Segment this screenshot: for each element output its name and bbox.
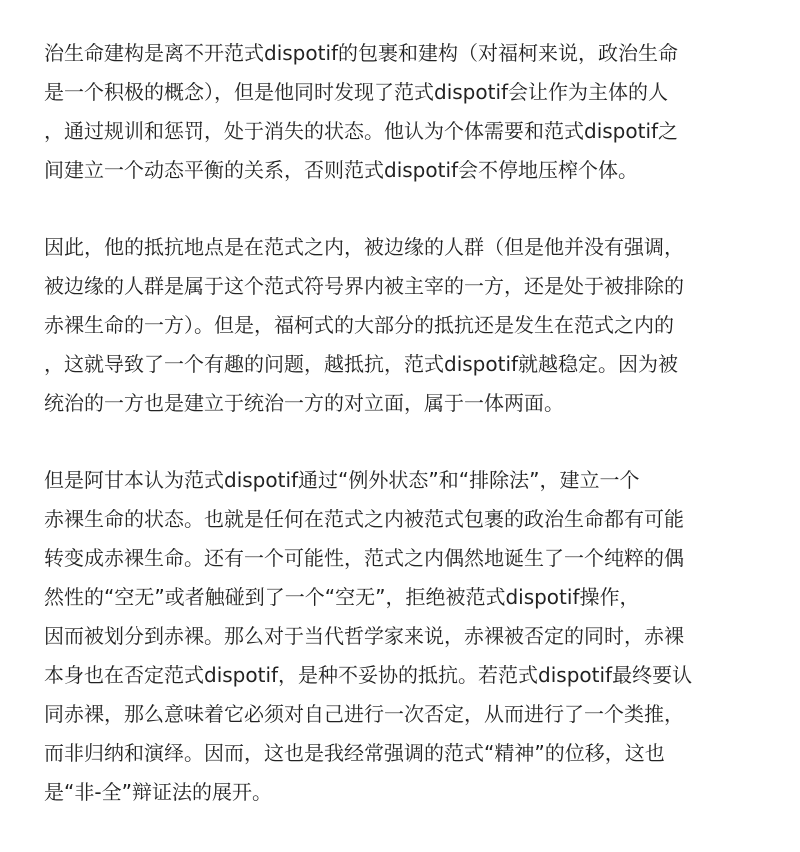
- text-line: ，这就导致了一个有趣的问题，越抵抗，范式dispotif就越稳定。因为被: [44, 352, 679, 376]
- text-line: 赤裸生命的状态。也就是任何在范式之内被范式包裹的政治生命都有可能: [44, 507, 684, 531]
- text-line: 但是阿甘本认为范式dispotif通过“例外状态”和“排除法”，建立一个: [44, 468, 640, 492]
- text-line: 是“非-全”辩证法的展开。: [44, 780, 272, 804]
- text-line: 而非归纳和演绎。因而，这也是我经常强调的范式“精神”的位移，这也: [44, 741, 665, 765]
- text-line: ，通过规训和惩罚，处于消失的状态。他认为个体需要和范式dispotif之: [44, 119, 679, 143]
- text-line: 因此，他的抵抗地点是在范式之内，被边缘的人群（但是他并没有强调，: [44, 235, 684, 259]
- text-line: 本身也在否定范式dispotif，是种不妥协的抵抗。若范式dispotif最终要认: [44, 663, 693, 687]
- text-line: 统治的一方也是建立于统治一方的对立面，属于一体两面。: [44, 391, 564, 415]
- text-line: 治生命建构是离不开范式dispotif的包裹和建构（对福柯来说，政治生命: [44, 41, 679, 65]
- text-line: 转变成赤裸生命。还有一个可能性，范式之内偶然地诞生了一个纯粹的偶: [44, 546, 684, 570]
- text-line: 被边缘的人群是属于这个范式符号界内被主宰的一方，还是处于被排除的: [44, 274, 684, 298]
- text-line: 同赤裸，那么意味着它必须对自己进行一次否定，从而进行了一个类推，: [44, 702, 684, 726]
- text-line: 间建立一个动态平衡的关系，否则范式dispotif会不停地压榨个体。: [44, 158, 639, 182]
- text-line: 赤裸生命的一方）。但是，福柯式的大部分的抵抗还是发生在范式之内的: [44, 313, 674, 337]
- text-line: 是一个积极的概念），但是他同时发现了范式dispotif会让作为主体的人: [44, 80, 669, 104]
- text-line: 然性的“空无”或者触碰到了一个“空无”，拒绝被范式dispotif操作，: [44, 585, 640, 609]
- text-line: 因而被划分到赤裸。那么对于当代哲学家来说，赤裸被否定的同时，赤裸: [44, 624, 684, 648]
